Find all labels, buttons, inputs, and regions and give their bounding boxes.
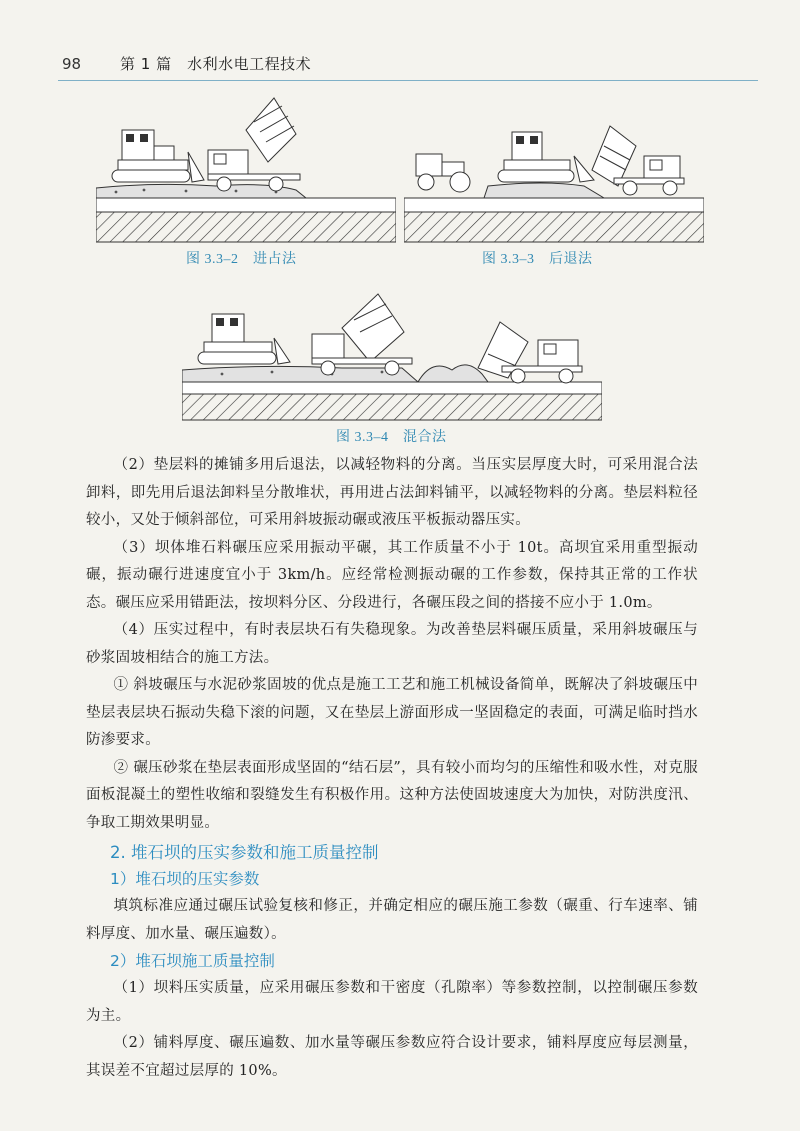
figure-advancing-method: [96, 90, 396, 245]
header-rule: [58, 80, 758, 81]
figure-caption: 图 3.3–2 进占法: [186, 252, 297, 267]
paragraph: （4）压实过程中，有时表层块石有失稳现象。为改善垫层料碾压质量，采用斜坡碾压与砂浆固坡相结合的施工方法。: [86, 622, 698, 666]
subsection-heading: 2）堆石坝施工质量控制: [110, 952, 275, 970]
paragraph: ② 碾压砂浆在垫层表面形成坚固的“结石层”，具有较小而均匀的压缩性和吸水性，对克服面板混凝土的塑性收缩和裂缝发生有积极作用。这种方法使固坡速度大为加快，对防洪度汛、争取工期效果明显。: [86, 759, 698, 831]
figure-caption: 图 3.3–4 混合法: [336, 430, 447, 445]
paragraph: （2）垫层料的摊铺多用后退法，以减轻物料的分离。当压实层厚度大时，可采用混合法卸料，即先用后退法卸料呈分散堆状，再用进占法卸料铺平，以减轻物料的分离。垫层料粒径较小，又处于倾斜部位，可采用斜坡振动碾或液压平板振动器压实。: [86, 457, 698, 528]
figure-caption: 图 3.3–3 后退法: [482, 252, 593, 267]
paragraph: （1）坝料压实质量，应采用碾压参数和干密度（孔隙率）等参数控制，以控制碾压参数为主。: [86, 980, 698, 1024]
paragraph: ① 斜坡碾压与水泥砂浆固坡的优点是施工工艺和施工机械设备简单，既解决了斜坡碾压中垫层表层块石振动失稳下滚的问题，又在垫层上游面形成一坚固稳定的表面，可满足临时挡水防渗要求。: [86, 677, 698, 748]
retreating-method-illustration: [404, 90, 704, 245]
page-number: 98: [62, 55, 82, 73]
figure-mixed-method: [182, 288, 602, 423]
page-header: [0, 0, 800, 86]
body-text: [86, 452, 698, 1085]
paragraph: （3）坝体堆石料碾压应采用振动平碾，其工作质量不小于 10t。高坝宜采用重型振动碾，振动碾行进速度宜小于 3km/h。应经常检测振动碾的工作参数，保持其正常的工作状态。碾压应采用错距法，按坝料分区、分段进行，各碾压段之间的搭接不应小于 1.0m。: [86, 539, 698, 611]
paragraph: 填筑标准应通过碾压试验复核和修正，并确定相应的碾压施工参数（碾重、行车速率、铺料厚度、加水量、碾压遍数）。: [86, 898, 698, 942]
paragraph: （2）铺料厚度、碾压遍数、加水量等碾压参数应符合设计要求，铺料厚度应每层测量，其误差不宜超过层厚的 10%。: [86, 1035, 698, 1079]
mixed-method-illustration: [182, 288, 602, 423]
subsection-heading: 1）堆石坝的压实参数: [110, 870, 260, 888]
section-heading: 2. 堆石坝的压实参数和施工质量控制: [110, 843, 379, 862]
advancing-method-illustration: [96, 90, 396, 245]
figure-retreating-method: [404, 90, 704, 245]
running-title: 第 1 篇 水利水电工程技术: [120, 55, 312, 73]
